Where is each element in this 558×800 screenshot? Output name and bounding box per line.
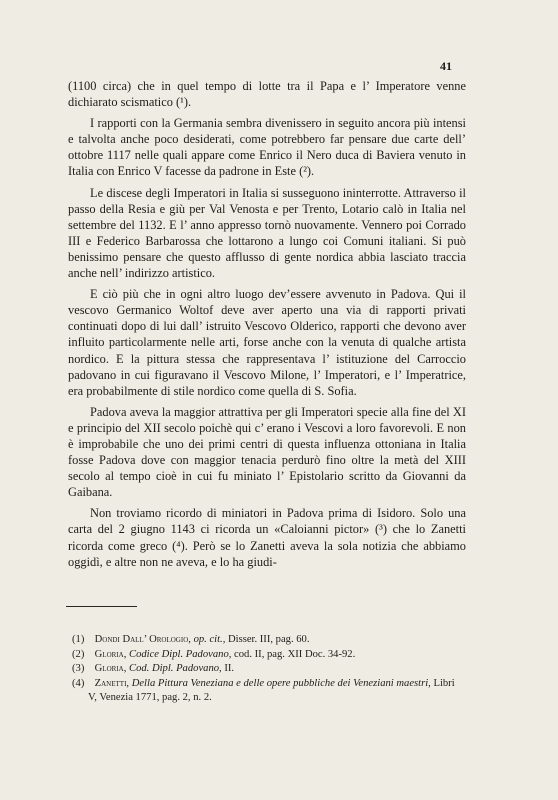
footnote-ref: (3): [72, 663, 85, 675]
footnote-title: Cod. Dipl. Padovano,: [129, 663, 222, 675]
footnote-title: op. cit.,: [193, 634, 226, 645]
footnote-author: Gloria,: [94, 648, 127, 660]
paragraph-4: E ciò più che in ogni altro luogo dev’essere avvenuto in Padova. Qui il vescovo Germanico Woltof deve aver aperto una via di rapporti privati continuati dopo di lui dall’ istruito Vescovo Olderico, rapporti che devono aver influito particolarmente nelle arti, forse anche con la venuta di qualche artista nordico. E la pittura stessa che rappresentava l’ istituzione del Carroccio padovano in cui figuravano il Vescovo Milone, l’ Imperatori, e l’ Imperatrice, era probabilmente di stile nordico come quella di S. Sofia.: [68, 287, 466, 398]
paragraph-6: Non troviamo ricordo di miniatori in Padova prima di Isidoro. Solo una carta del 2 giugno 1143 ci ricorda un «Caloianni pictor» (³) che lo Zanetti ricorda come greco (⁴). Però se lo Zanetti aveva la sola notizia che abbiamo oggidì, e altre non ne aveva, e lo ha giudi-: [68, 506, 466, 569]
footnote-title: Della Pittura Veneziana e delle opere pubbliche dei Veneziani maestri,: [131, 677, 431, 689]
footnotes: [72, 633, 466, 706]
footnote-author: Gloria,: [94, 663, 127, 675]
footnote-ref: (2): [72, 648, 85, 660]
paragraph-2: I rapporti con la Germania sembra divenissero in seguito ancora più intensi e talvolta anche poco desiderati, come potrebbero far pensare due carte dell’ ottobre 1117 nelle quali appare come Enrico il Nero duca di Baviera venuto in Italia con Enrico V facesse da padrone in Este (²).: [68, 116, 466, 179]
footnote-rest: Disser. III, pag. 60.: [228, 634, 310, 645]
footnote-separator: [66, 606, 137, 607]
paragraph-1: (1100 circa) che in quel tempo di lotte tra il Papa e l’ Imperatore venne dichiarato scismatico (¹).: [68, 79, 466, 110]
paragraph-3: Le discese degli Imperatori in Italia si susseguono ininterrotte. Attraverso il passo della Resia e giù per Val Venosta e per Trento, Lotario calò in Italia nel settembre del 1132. E l’ anno appresso tornò nuovamente. Vennero poi Corrado III e Federico Barbarossa che lottarono a lungo coi Comuni italiani. Si può benissimo pensare che questo afflusso di gente nordica abbia lasciato traccia anche nell’ indirizzo artistico.: [68, 185, 466, 281]
footnote-rest: Libri V, Venezia 1771, pag. 2, n. 2.: [88, 677, 455, 704]
footnote-2: [72, 648, 466, 663]
footnote-author: Dondi Dall’ Orologio,: [94, 634, 191, 645]
footnote-rest: II.: [224, 663, 235, 675]
footnote-title: Codice Dipl. Padovano,: [129, 648, 232, 660]
footnote-ref: (1): [72, 634, 85, 645]
footnote-4: [72, 677, 466, 706]
footnote-rest: cod. II, pag. XII Doc. 34-92.: [234, 648, 356, 660]
footnote-3: [72, 662, 466, 677]
body-text: [68, 78, 466, 575]
footnote-ref: (4): [72, 677, 85, 689]
paragraph-5: Padova aveva la maggior attrattiva per gli Imperatori specie alla fine del XI e principio del XII secolo poichè qui c’ erano i Vescovi a loro favorevoli. E non è improbabile che uno dei primi centri di questa influenza ottoniana in Italia fosse Padova dove con maggior tenacia perdurò fino oltre la metà del XIII secolo al tempo cioè in cui fu miniato l’ Epistolario scritto da Giovanni da Gaibana.: [68, 404, 466, 500]
footnote-1: [72, 633, 466, 648]
footnote-author: Zanetti,: [94, 677, 130, 689]
page-number: 41: [440, 59, 452, 73]
